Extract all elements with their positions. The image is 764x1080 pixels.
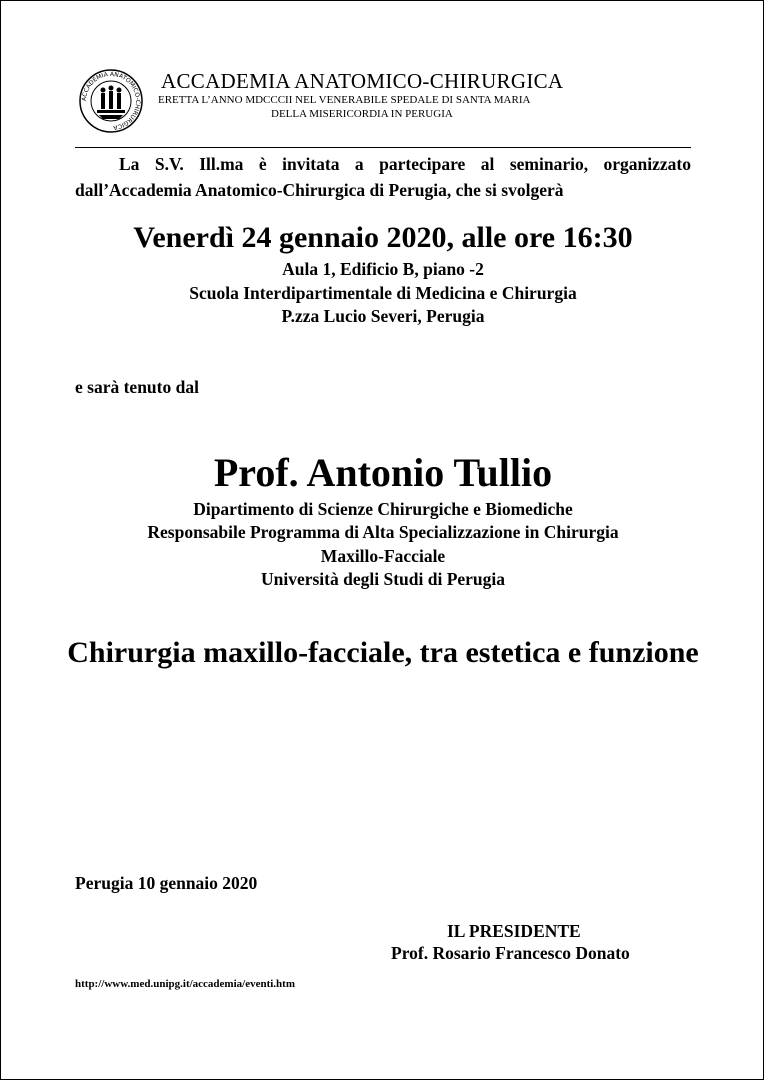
event-date-time: Venerdì 24 gennaio 2020, alle ore 16:30: [133, 221, 633, 254]
event-school: Scuola Interdipartimentale di Medicina e Chirurgia: [189, 283, 577, 303]
academy-subtitle-line1: ERETTA L’ANNO MDCCCII NEL VENERABILE SPEDALE DI SANTA MARIA: [158, 94, 531, 106]
event-room: Aula 1, Edificio B, piano -2: [282, 259, 484, 279]
svg-text:ACCADEMIA ANATOMICO-CHIRURGICA: ACCADEMIA ANATOMICO-CHIRURGICA: [80, 70, 142, 131]
event-address: P.zza Lucio Severi, Perugia: [281, 306, 485, 326]
speaker-affiliation-line3: Maxillo-Facciale: [320, 546, 446, 566]
president-name: Prof. Rosario Francesco Donato: [391, 943, 630, 963]
held-by-text: e sarà tenuto dal: [75, 377, 199, 397]
place-and-date: Perugia 10 gennaio 2020: [75, 873, 258, 893]
president-role: IL PRESIDENTE: [447, 921, 581, 941]
invitation-intro: La S.V. Ill.ma è invitata a partecipare al seminario, organizzato dall’Accademia Anatomico-Chirurgica di Perugia, che si svolgerà: [75, 154, 691, 200]
speaker-affiliation-line4: Università degli Studi di Perugia: [260, 569, 506, 589]
academy-title: ACCADEMIA ANATOMICO-CHIRURGICA: [161, 69, 564, 93]
academy-subtitle-line2: DELLA MISERICORDIA IN PERUGIA: [271, 108, 453, 120]
events-url-link[interactable]: http://www.med.unipg.it/accademia/eventi.htm: [75, 978, 295, 990]
speaker-affiliation-line1: Dipartimento di Scienze Chirurgiche e Biomediche: [193, 499, 573, 519]
speaker-name: Prof. Antonio Tullio: [213, 450, 553, 495]
header-divider: [75, 147, 691, 148]
speaker-affiliation-line2: Responsabile Programma di Alta Specializzazione in Chirurgia: [147, 522, 619, 542]
seminar-title: Chirurgia maxillo-facciale, tra estetica e funzione: [67, 636, 699, 669]
